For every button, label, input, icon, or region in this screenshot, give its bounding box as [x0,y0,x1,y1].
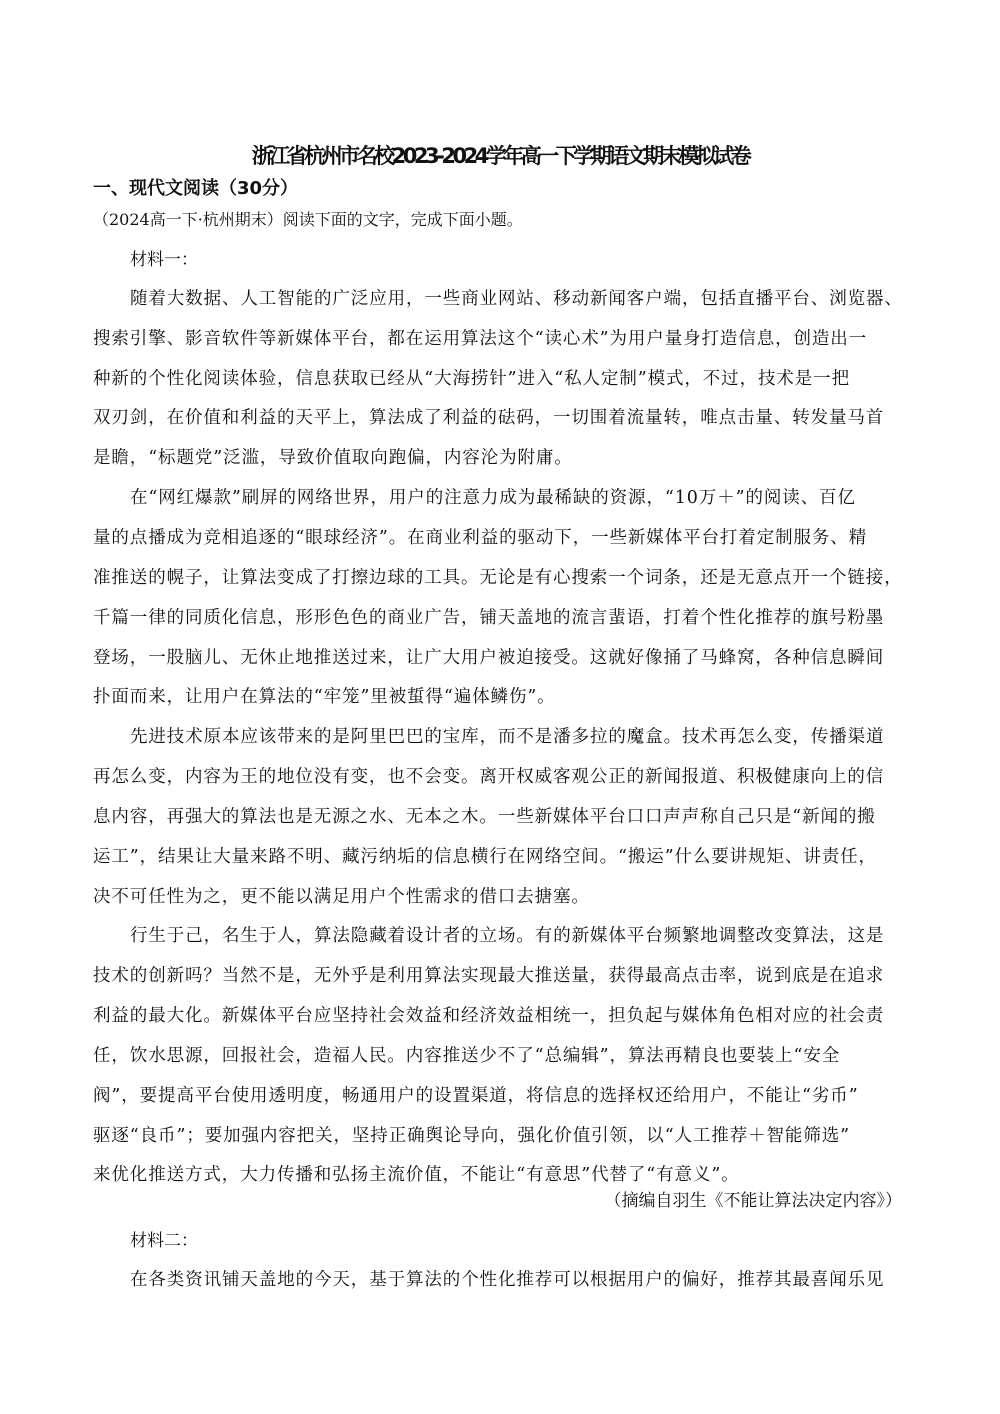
material-2-label: 材料二： [130,1231,198,1251]
text-line: 扑面而来，让用户在算法的“牢笼”里被蜇得“遍体鳞伤”。 [93,687,556,707]
text-line: 在“网红爆款”刷屏的网络世界，用户的注意力成为最稀缺的资源，“10万＋”的阅读、百亿 [130,488,856,508]
text-line: 再怎么变，内容为王的地位没有变，也不会变。离开权威客观公正的新闻报道、积极健康向上的信 [93,767,885,787]
text-line: 来优化推送方式，大力传播和弘扬主流价值，不能让“有意思”代替了“有意义”。 [93,1165,740,1185]
text-line: 利益的最大化。新媒体平台应坚持社会效益和经济效益相统一，担负起与媒体角色相对应的社会责 [93,1006,885,1026]
text-line: 在各类资讯铺天盖地的今天，基于算法的个性化推荐可以根据用户的偏好，推荐其最喜闻乐见 [130,1270,885,1290]
text-line: 先进技术原本应该带来的是阿里巴巴的宝库，而不是潘多拉的魔盒。技术再怎么变，传播渠道 [130,727,885,747]
material-1-label: 材料一： [130,250,198,270]
text-line: 决不可任性为之，更不能以满足用户个性需求的借口去搪塞。 [93,887,590,907]
question-source-line: （2024高一下·杭州期末）阅读下面的文字，完成下面小题。 [93,210,523,229]
material-1-attribution: （摘编自羽生《不能让算法决定内容》） [604,1191,902,1211]
text-line: 搜索引擎、影音软件等新媒体平台，都在运用算法这个“读心术”为用户量身打造信息，创造出一 [93,329,868,349]
section-heading: 一、现代文阅读（30分） [93,178,299,199]
text-line: 准推送的幌子，让算法变成了打擦边球的工具。无论是有心搜索一个词条，还是无意点开一个链接， [93,568,903,588]
text-line: 是瞻，“标题党”泛滥，导致价值取向跑偏，内容沦为附庸。 [93,448,573,468]
text-line: 技术的创新吗？当然不是，无外乎是利用算法实现最大推送量，获得最高点击率，说到底是在追求 [93,966,885,986]
text-line: 双刃剑，在价值和利益的天平上，算法成了利益的砝码，一切围着流量转，唯点击量、转发量马首 [93,408,885,428]
exam-title: 浙江省杭州市名校2023-2024学年高一下学期语文期末模拟试卷 [251,144,749,168]
text-line: 任，饮水思源，回报社会，造福人民。内容推送少不了“总编辑”，算法再精良也要装上“安全 [93,1046,841,1066]
text-line: 息内容，再强大的算法也是无源之水、无本之木。一些新媒体平台口口声声称自己只是“新闻的搬 [93,807,876,827]
text-line: 随着大数据、人工智能的广泛应用，一些商业网站、移动新闻客户端，包括直播平台、浏览器、 [130,289,903,309]
text-line: 驱逐“良币”；要加强内容把关，坚持正确舆论导向，强化价值引领，以“人工推荐＋智能筛选” [93,1126,850,1146]
text-line: 登场，一股脑儿、无休止地推送过来，让广大用户被迫接受。这就好像捅了马蜂窝，各种信息瞬间 [93,648,885,668]
text-line: 阀”，要提高平台使用透明度，畅通用户的设置渠道，将信息的选择权还给用户，不能让“劣币” [93,1086,859,1106]
text-line: 千篇一律的同质化信息，形形色色的商业广告，铺天盖地的流言蜚语，打着个性化推荐的旗号粉墨 [93,608,885,628]
text-line: 行生于己，名生于人，算法隐藏着设计者的立场。有的新媒体平台频繁地调整改变算法，这是 [130,926,885,946]
text-line: 运工”，结果让大量来路不明、藏污纳垢的信息横行在网络空间。“搬运”什么要讲规矩、讲责任， [93,847,877,867]
text-line: 种新的个性化阅读体验，信息获取已经从“大海捞针”进入“私人定制”模式，不过，技术是一把 [93,369,850,389]
text-line: 量的点播成为竞相追逐的“眼球经济”。在商业利益的驱动下，一些新媒体平台打着定制服务、精 [93,528,868,548]
